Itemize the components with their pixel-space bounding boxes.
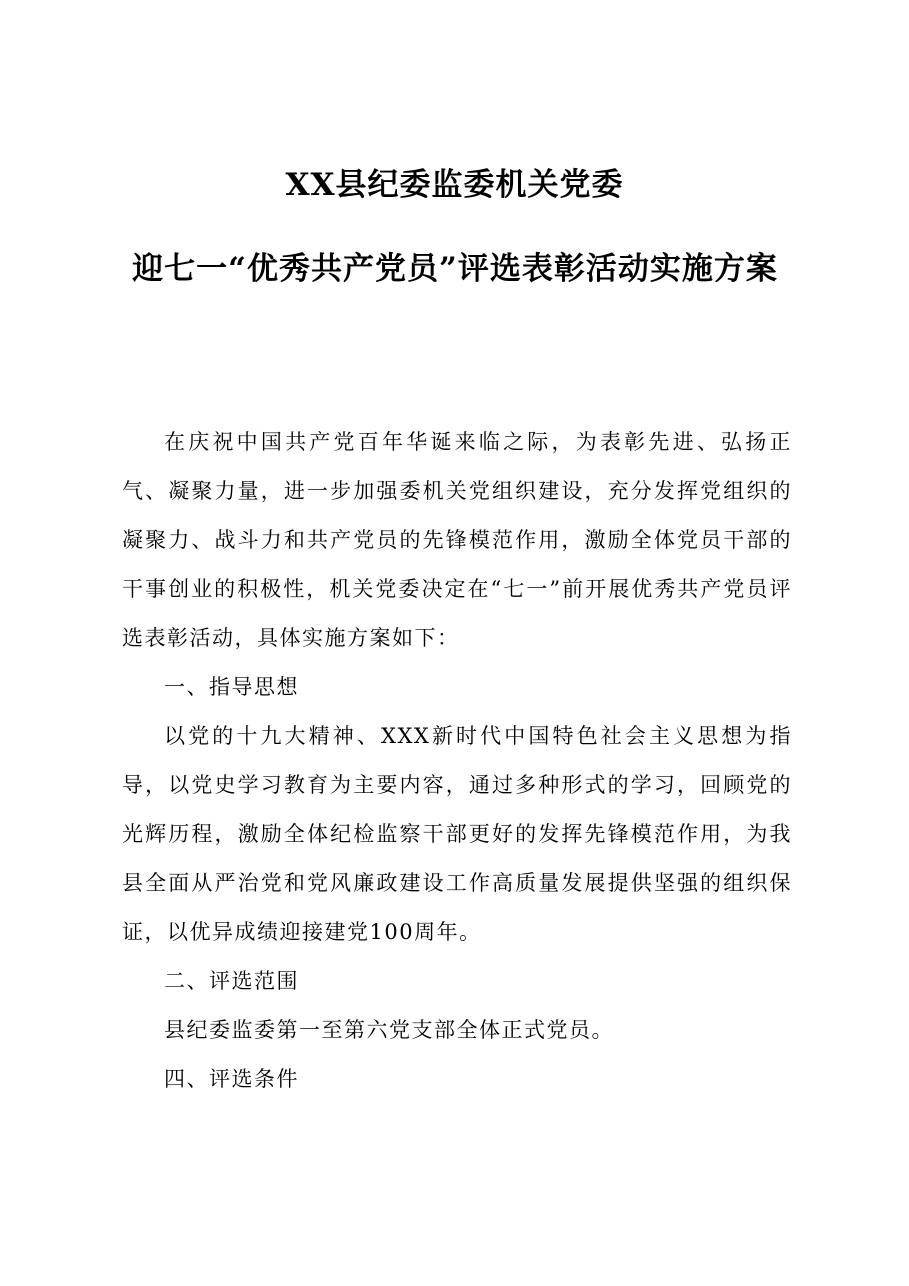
document-body [122, 418, 792, 1104]
document-title-line2: 迎七一“优秀共产党员”评选表彰活动实施方案 [132, 251, 778, 287]
selection-scope-paragraph: 县纪委监委第一至第六党支部全体正式党员。 [164, 1018, 614, 1042]
intro-paragraph: 在庆祝中国共产党百年华诞来临之际，为表彰先进、弘扬正气、凝聚力量，进一步加强委机关党组织建设，充分发挥党组织的凝聚力、战斗力和共产党员的先锋模范作用，激励全体党员干部的干事创业的积极性，机关党委决定在“七一”前开展优秀共产党员评选表彰活动，具体实施方案如下： [122, 430, 792, 650]
section-heading-selection-scope: 二、评选范围 [164, 969, 299, 993]
document-title-line1: XX县纪委监委机关党委 [285, 167, 624, 203]
guiding-thought-paragraph: 以党的十九大精神、XXX新时代中国特色社会主义思想为指导，以党史学习教育为主要内容，通过多种形式的学习，回顾党的光辉历程，激励全体纪检监察干部更好的发挥先锋模范作用，为我县全面从严治党和党风廉政建设工作高质量发展提供坚强的组织保证，以优异成绩迎接建党100周年。 [122, 724, 792, 944]
section-heading-guiding-thought: 一、指导思想 [164, 675, 299, 699]
section-heading-selection-criteria: 四、评选条件 [164, 1067, 299, 1091]
